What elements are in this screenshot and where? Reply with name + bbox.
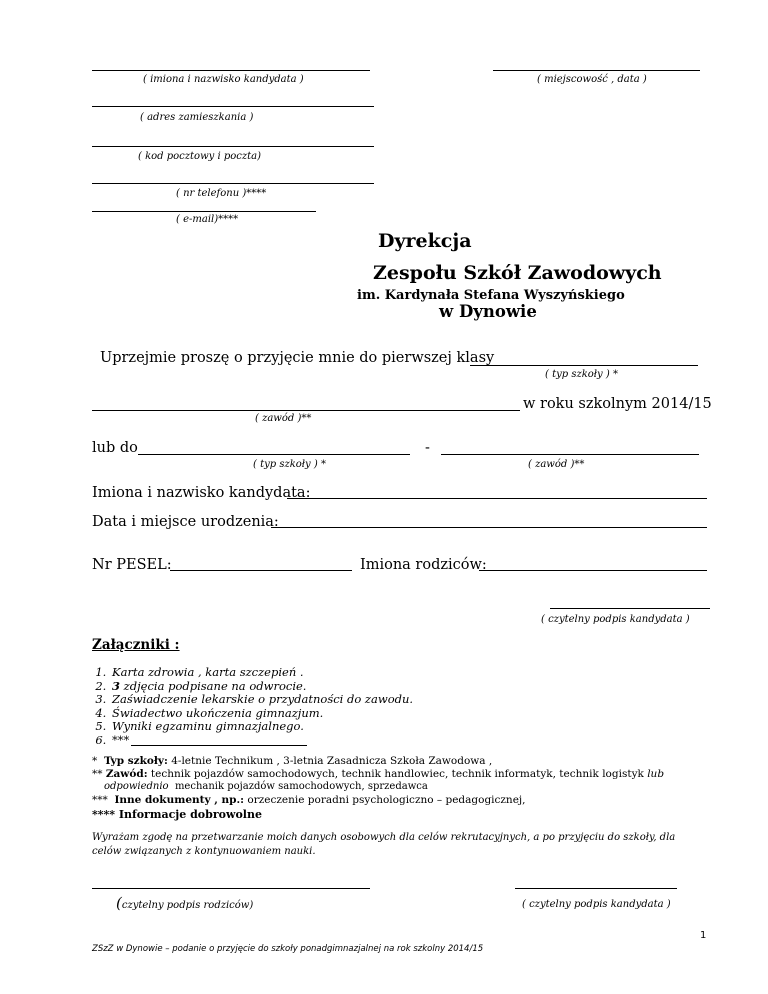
parents-signature-caption: (czytelny podpis rodziców) bbox=[116, 894, 254, 912]
footer-text: ZSzZ w Dynowie – podanie o przyjęcie do szkoły ponadgimnazjalnej na rok szkolny 2014/15 bbox=[92, 944, 484, 954]
place-date-caption: ( miejscowość , data ) bbox=[537, 74, 647, 85]
postal-line bbox=[92, 146, 374, 147]
school-type-line-2 bbox=[138, 454, 410, 455]
consent-line-2: celów związanych z kontynuowaniem nauki. bbox=[92, 846, 316, 857]
place-date-line bbox=[493, 70, 700, 71]
profession-caption: ( zawód )** bbox=[255, 413, 312, 424]
attachment-item: 3. Zaświadczenie lekarskie o przydatności do zawodu. bbox=[110, 693, 413, 707]
note-optional: **** Informacje dobrowolne bbox=[92, 808, 262, 821]
pesel-label: Nr PESEL: bbox=[92, 557, 172, 573]
attachment-item: 2. 3 zdjęcia podpisane na odwrocie. bbox=[110, 680, 413, 694]
candidate-names-line bbox=[287, 498, 707, 499]
profession-caption-2: ( zawód )** bbox=[528, 459, 585, 470]
note-profession-cont: odpowiednio mechanik pojazdów samochodowych, sprzedawca bbox=[104, 781, 428, 792]
phone-line bbox=[92, 183, 374, 184]
consent-line-1: Wyrażam zgodę na przetwarzanie moich danych osobowych dla celów rekrutacyjnych, a po przyjęciu do szkoły, dla bbox=[92, 832, 676, 843]
note-other-docs: *** Inne dokumenty , np.: orzeczenie poradni psychologiczno – pedagogicznej, bbox=[92, 794, 526, 806]
postal-caption: ( kod pocztowy i poczta) bbox=[138, 151, 262, 162]
profession-line bbox=[92, 410, 520, 411]
addressee-line-2: Zespołu Szkół Zawodowych bbox=[373, 262, 662, 284]
attachment-item: 1. Karta zdrowia , karta szczepień . bbox=[110, 666, 413, 680]
profession-line-2 bbox=[441, 454, 699, 455]
email-caption: ( e-mail)**** bbox=[176, 214, 239, 225]
birth-line bbox=[271, 527, 707, 528]
addressee-line-4: w Dynowie bbox=[439, 302, 537, 321]
pesel-line bbox=[170, 570, 352, 571]
school-type-line bbox=[470, 365, 698, 366]
address-line bbox=[92, 106, 374, 107]
attachment-item: 5. Wyniki egzaminu gimnazjalnego. bbox=[110, 720, 413, 734]
attachment-other-line bbox=[131, 745, 307, 746]
parents-line bbox=[479, 570, 707, 571]
name-caption: ( imiona i nazwisko kandydata ) bbox=[143, 74, 304, 85]
page-number: 1 bbox=[700, 930, 707, 941]
or-to-text: lub do bbox=[92, 440, 138, 456]
request-text: Uprzejmie proszę o przyjęcie mnie do pierwszej klasy bbox=[100, 350, 495, 366]
attachment-item: 4. Świadectwo ukończenia gimnazjum. bbox=[110, 707, 413, 721]
attachments-title: Załączniki : bbox=[92, 637, 180, 653]
attachment-item: 6. *** bbox=[110, 734, 413, 748]
addressee-line-3: im. Kardynała Stefana Wyszyńskiego bbox=[357, 288, 625, 303]
attachments-list bbox=[92, 666, 413, 747]
candidate-signature-line bbox=[550, 608, 710, 609]
dash-text: - bbox=[425, 440, 430, 456]
candidate-names-label: Imiona i nazwisko kandydata: bbox=[92, 485, 311, 501]
candidate-signature-caption-2: ( czytelny podpis kandydata ) bbox=[522, 899, 671, 910]
note-profession: ** Zawód: technik pojazdów samochodowych, technik handlowiec, technik informatyk, technik logistyk lub bbox=[92, 768, 665, 780]
address-caption: ( adres zamieszkania ) bbox=[140, 112, 254, 123]
birth-label: Data i miejsce urodzenia: bbox=[92, 514, 279, 530]
email-line bbox=[92, 211, 316, 212]
name-line bbox=[92, 70, 370, 71]
parents-signature-line bbox=[92, 888, 370, 889]
candidate-signature-caption: ( czytelny podpis kandydata ) bbox=[541, 614, 690, 625]
school-type-caption-2: ( typ szkoły ) * bbox=[253, 459, 326, 470]
note-school-type: * Typ szkoły: 4-letnie Technikum , 3-letnia Zasadnicza Szkoła Zawodowa , bbox=[92, 755, 493, 767]
addressee-line-1: Dyrekcja bbox=[378, 230, 472, 252]
parents-label: Imiona rodziców: bbox=[360, 557, 487, 573]
school-year-text: w roku szkolnym 2014/15 bbox=[523, 396, 712, 412]
school-type-caption: ( typ szkoły ) * bbox=[545, 369, 618, 380]
candidate-signature-line-2 bbox=[515, 888, 677, 889]
phone-caption: ( nr telefonu )**** bbox=[176, 188, 267, 199]
